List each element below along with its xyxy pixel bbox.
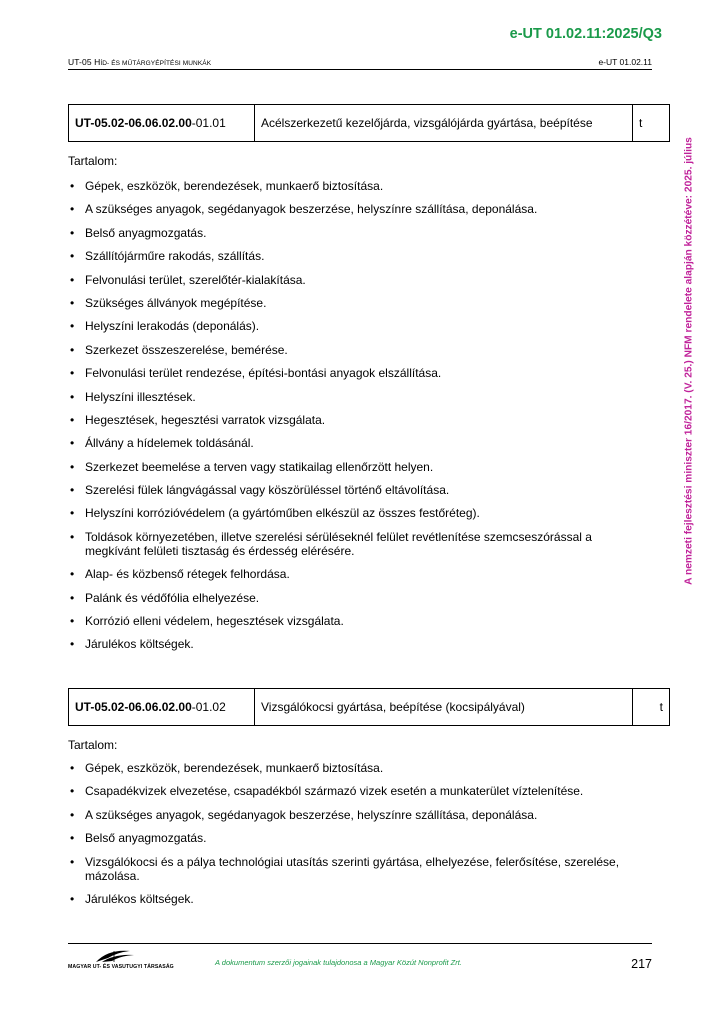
bullet-icon: • <box>70 483 75 498</box>
list-item-text: Hegesztések, hegesztési varratok vizsgálata. <box>85 412 326 427</box>
list-item-text: Szerelési fülek lángvágással vagy köszörüléssel történő eltávolítása. <box>85 483 450 498</box>
list-item <box>68 390 643 404</box>
list-item <box>68 506 643 520</box>
bullet-icon: • <box>70 459 75 474</box>
item-code-bold: UT-05.02-06.06.02.00 <box>75 116 192 130</box>
bullet-icon: • <box>70 366 75 381</box>
bullet-icon: • <box>70 854 75 869</box>
list-item <box>68 591 643 605</box>
list-item-text: Alap- és közbenső rétegek felhordása. <box>85 567 290 582</box>
list-item-text: Szállítójárműre rakodás, szállítás. <box>85 249 265 264</box>
list-item <box>68 637 643 651</box>
list-item <box>68 784 643 798</box>
list-item <box>68 296 643 310</box>
side-publication-note <box>680 96 698 626</box>
bullet-icon: • <box>70 436 75 451</box>
item-unit-cell: t <box>633 689 670 726</box>
item-code-suffix: -01.01 <box>191 116 226 130</box>
bullet-icon: • <box>70 412 75 427</box>
list-item <box>68 567 643 581</box>
list-item <box>68 761 643 775</box>
list-item-text: Gépek, eszközök, berendezések, munkaerő biztosítása. <box>85 179 384 193</box>
list-item-text: Felvonulási terület rendezése, építési-bontási anyagok elszállítása. <box>85 366 442 381</box>
logo-text: MAGYAR UT- ÉS VASUTUGYI TÁRSASÁG <box>68 964 174 970</box>
document-code: e-UT 01.02.11:2025/Q3 <box>509 26 662 42</box>
item-header-row <box>69 689 670 726</box>
list-item <box>68 892 643 906</box>
bullet-icon: • <box>70 807 75 822</box>
item-code-cell <box>69 689 255 726</box>
header-title-smallcaps: ÍD- ÉS MŰTÁRGYÉPÍTÉSI MUNKÁK <box>100 60 212 67</box>
content-label-2: Tartalom: <box>68 738 118 752</box>
list-item-text: Járulékos költségek. <box>85 637 194 652</box>
list-item-text: Korrózió elleni védelem, hegesztések vizsgálata. <box>85 614 344 629</box>
list-item-text: A szükséges anyagok, segédanyagok beszerzése, helyszínre szállítása, deponálása. <box>85 807 538 822</box>
bullet-icon: • <box>70 319 75 334</box>
society-logo <box>68 946 178 970</box>
item-description-cell: Acélszerkezetű kezelőjárda, vizsgálójárda gyártása, beépítése <box>255 105 633 142</box>
side-note-text: A nemzeti fejlesztési miniszter 16/2017. (V. 25.) NFM rendelete alapján közzétéve: 2025. július <box>683 137 695 585</box>
list-item <box>68 226 643 240</box>
list-item-text: Helyszíni korrózióvédelem (a gyártóműben elkészül az összes festőréteg). <box>85 506 480 521</box>
bullet-icon: • <box>70 272 75 287</box>
bullet-icon: • <box>70 225 75 240</box>
list-item <box>68 483 643 497</box>
item-code-bold: UT-05.02-06.06.02.00 <box>75 700 192 714</box>
item-header-row <box>69 105 670 142</box>
list-item-text: Járulékos költségek. <box>85 891 194 906</box>
footer-divider <box>68 943 652 944</box>
list-item <box>68 249 643 263</box>
item-header-table-2 <box>68 688 670 726</box>
bullet-icon: • <box>70 891 75 906</box>
list-item-text: Szükséges állványok megépítése. <box>85 295 267 310</box>
page-number: 217 <box>631 957 652 971</box>
bullet-icon: • <box>70 784 75 799</box>
bullet-icon: • <box>70 202 75 217</box>
list-item-text: A szükséges anyagok, segédanyagok beszerzése, helyszínre szállítása, deponálása. <box>85 202 538 217</box>
running-header-code: e-UT 01.02.11 <box>598 57 652 67</box>
running-header-title <box>68 57 211 67</box>
list-item <box>68 530 643 558</box>
bullet-icon: • <box>70 831 75 846</box>
list-item <box>68 343 643 357</box>
list-item <box>68 319 643 333</box>
content-list-2 <box>68 761 643 915</box>
list-item-text: Csapadékvizek elvezetése, csapadékból származó vizek esetén a munkaterület víztelenítése. <box>85 784 584 799</box>
bullet-icon: • <box>70 614 75 629</box>
list-item-text: Szerkezet beemelése a terven vagy statikailag ellenőrzött helyen. <box>85 459 434 474</box>
list-item-text: Vizsgálókocsi és a pálya technológiai utasítás szerinti gyártása, elhelyezése, felerősítése, szerelése, mázolása. <box>85 854 620 883</box>
item-description-cell: Vizsgálókocsi gyártása, beépítése (kocsipályával) <box>255 689 633 726</box>
item-code-cell <box>69 105 255 142</box>
list-item-text: Állvány a hídelemek toldásánál. <box>85 436 254 451</box>
bullet-icon: • <box>70 761 75 775</box>
bullet-icon: • <box>70 295 75 310</box>
header-title-prefix: UT-05 H <box>68 57 101 67</box>
bullet-icon: • <box>70 342 75 357</box>
list-item <box>68 436 643 450</box>
item-header-table-1 <box>68 104 670 142</box>
list-item-text: Helyszíni illesztések. <box>85 389 196 404</box>
bullet-icon: • <box>70 389 75 404</box>
list-item <box>68 831 643 845</box>
content-label-1: Tartalom: <box>68 154 118 168</box>
list-item <box>68 273 643 287</box>
copyright-notice: A dokumentum szerzői jogainak tulajdonosa a Magyar Közút Nonprofit Zrt. <box>215 958 462 967</box>
list-item <box>68 366 643 380</box>
list-item <box>68 460 643 474</box>
list-item <box>68 855 643 883</box>
list-item-text: Helyszíni lerakodás (deponálás). <box>85 319 260 334</box>
list-item <box>68 202 643 216</box>
bullet-icon: • <box>70 249 75 264</box>
list-item <box>68 179 643 193</box>
header-divider <box>68 69 652 70</box>
list-item-text: Belső anyagmozgatás. <box>85 225 207 240</box>
list-item-text: Szerkezet összeszerelése, bemérése. <box>85 342 288 357</box>
list-item-text: Toldások környezetében, illetve szerelési sérüléseknél felület revétlenítése szemcseszórással a megkívánt felületi tisztaság és érdesség elérésére. <box>85 529 592 558</box>
list-item <box>68 614 643 628</box>
list-item-text: Gépek, eszközök, berendezések, munkaerő biztosítása. <box>85 761 384 775</box>
bullet-icon: • <box>70 637 75 652</box>
bullet-icon: • <box>70 590 75 605</box>
list-item <box>68 808 643 822</box>
content-list-1 <box>68 179 643 661</box>
list-item-text: Felvonulási terület, szerelőtér-kialakítása. <box>85 272 306 287</box>
bullet-icon: • <box>70 529 75 544</box>
list-item-text: Palánk és védőfólia elhelyezése. <box>85 590 260 605</box>
item-unit-cell: t <box>633 105 670 142</box>
bullet-icon: • <box>70 567 75 582</box>
list-item <box>68 413 643 427</box>
item-code-suffix: -01.02 <box>191 700 226 714</box>
bullet-icon: • <box>70 179 75 193</box>
bullet-icon: • <box>70 506 75 521</box>
list-item-text: Belső anyagmozgatás. <box>85 831 207 846</box>
